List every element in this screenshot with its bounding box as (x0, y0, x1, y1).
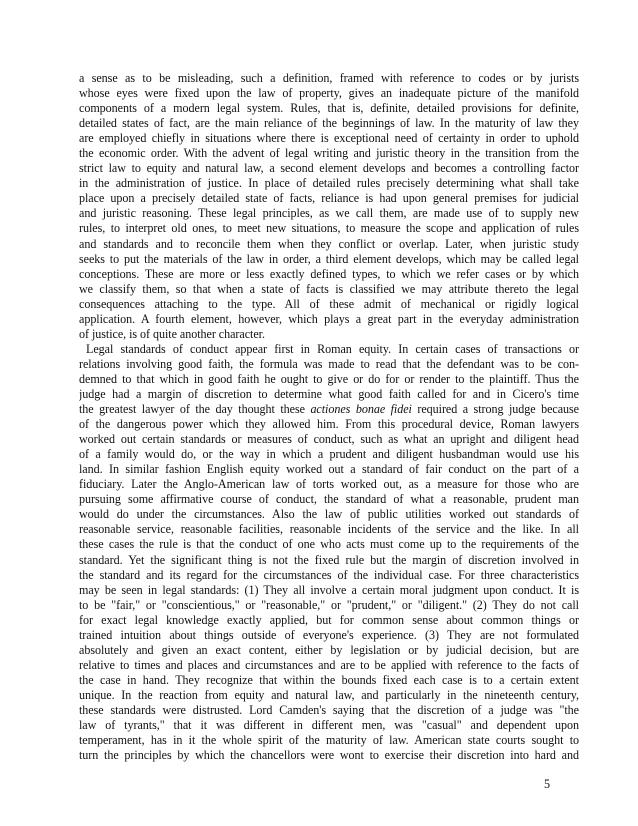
body-text (79, 71, 579, 763)
text-run: place upon a precisely detailed state of facts, reliance is had upon general premises for judicial (79, 191, 579, 206)
text-run: reasonable service, reasonable facilities, reasonable incidents of the service and the like. In all (79, 522, 579, 537)
text-line (79, 643, 579, 658)
text-run: the economic order. With the advent of legal writing and juristic theory in the transition from the (79, 146, 579, 161)
text-run: seeks to put the materials of the law in order, a third element develops, which may be called legal (79, 251, 579, 266)
text-line (79, 613, 579, 628)
text-line (79, 101, 579, 116)
text-run: turn the principles by which the chancellors were wont to exercise their discretion into hard and (79, 748, 579, 763)
text-line (79, 402, 579, 417)
text-run: these standards were distrusted. Lord Camden's saying that the discretion of a judge was "the (79, 702, 579, 717)
text-run: consequences attaching to the type. All of these admit of mechanical or rigidly logical (79, 296, 579, 311)
text-line (79, 176, 579, 191)
text-run: standard. Yet the significant thing is not the fixed rule but the margin of discretion involved in (79, 552, 579, 567)
text-run: relative to times and places and circumstances and are to be applied with reference to the facts of (79, 657, 579, 672)
text-line (79, 553, 579, 568)
text-run: fiduciary. Later the Anglo-American law of torts worked out, as a measure for those who are (79, 477, 579, 492)
text-line (79, 492, 579, 507)
text-line (79, 357, 579, 372)
text-run: the standard and its regard for the circumstances of the individual case. For three characteristics (79, 567, 579, 582)
text-run: would do under the circumstances. Also the law of public utilities worked out standards of (79, 507, 579, 522)
text-line (79, 161, 579, 176)
text-run: may be seen in legal standards: (1) They all involve a certain moral judgment upon conduct. It is (79, 582, 579, 597)
text-run: and standards and to reconcile them when they conflict or overlap. Later, when juristic study (79, 236, 579, 251)
text-line (79, 116, 579, 131)
text-run: detailed states of fact, are the main reliance of the beginnings of law. In the maturity of law they (79, 116, 579, 131)
text-run: demned to that which in good faith he ought to give or do for or render to the plaintiff. Thus the (79, 371, 579, 386)
text-run: absolutely and given an exact content, either by legislation or by judicial decision, but are (79, 642, 579, 657)
text-line (79, 191, 579, 206)
text-run: strict law to equity and natural law, a second element develops and becomes a controlling factor (79, 161, 579, 176)
text-line (79, 327, 579, 342)
text-line (79, 71, 579, 86)
text-line (79, 462, 579, 477)
text-run: unique. In the reaction from equity and natural law, and particularly in the nineteenth century, (79, 687, 579, 702)
page-number: 5 (544, 777, 551, 791)
text-run: worked out certain standards or measures of conduct, such as what an upright and diligent head (79, 432, 579, 447)
text-line (79, 342, 579, 357)
text-line (79, 703, 579, 718)
text-line (79, 718, 579, 733)
text-line (79, 387, 579, 402)
text-run: of the dangerous power which they allowed him. From this procedural device, Roman lawyers (79, 417, 579, 432)
text-line (79, 673, 579, 688)
text-run: judge had a margin of discretion to determine what good faith called for and in Cicero's time (79, 386, 579, 401)
text-run: for exact legal knowledge exactly applied, but for common sense about common things or (79, 612, 579, 627)
text-run: the case in hand. They recognize that within the bounds fixed each case is to a certain extent (79, 672, 579, 687)
text-run: Legal standards of conduct appear first in Roman equity. In certain cases of transactions or (86, 341, 579, 356)
text-run: rules, to interpret old ones, to meet new situations, to measure the scope and application of rules (79, 221, 579, 236)
text-run: components of a modern legal system. Rules, that is, definite, detailed provisions for definite, (79, 101, 579, 116)
text-line (79, 688, 579, 703)
text-run: land. In similar fashion English equity worked out a standard of fair conduct on the part of a (79, 462, 579, 477)
text-run: in the administration of justice. In place of detailed rules precisely determining what shall take (79, 176, 579, 191)
text-line (79, 206, 579, 221)
text-line (79, 297, 579, 312)
text-line (79, 507, 579, 522)
text-line (79, 372, 579, 387)
text-run: application. A fourth element, however, which plays a great part in the everyday administration (79, 311, 579, 326)
text-run: the greatest lawyer of the day thought these (79, 402, 311, 417)
text-run: a sense as to be misleading, such a definition, framed with reference to codes or by jurists (79, 71, 579, 85)
text-line (79, 598, 579, 613)
text-run: required a strong judge because (411, 402, 579, 417)
text-run: to be "fair," or "conscientious," or "reasonable," or "prudent," or "diligent." (2) They do not call (79, 597, 579, 612)
italic-text: actiones bonae fidei (310, 402, 412, 417)
text-line (79, 748, 579, 763)
text-line (79, 537, 579, 552)
text-line (79, 221, 579, 236)
text-run: temperament, has in it the whole spirit of the maturity of law. American state courts sought to (79, 733, 579, 748)
text-line (79, 432, 579, 447)
text-line (79, 568, 579, 583)
text-run: conceptions. These are more or less exactly defined types, to which we refer cases or by which (79, 266, 579, 281)
text-run: pursuing some affirmative course of conduct, the standard of what a reasonable, prudent man (79, 492, 579, 507)
text-line (79, 282, 579, 297)
text-line (79, 522, 579, 537)
text-line (79, 628, 579, 643)
text-run: whose eyes were fixed upon the law of property, gives an inadequate picture of the manifold (79, 86, 579, 101)
text-line (79, 417, 579, 432)
text-line (79, 86, 579, 101)
text-line (79, 733, 579, 748)
text-line (79, 477, 579, 492)
text-run: we classify them, so that when a state of facts is classified we may attribute thereto the legal (79, 281, 579, 296)
text-line (79, 237, 579, 252)
text-line (79, 658, 579, 673)
text-line (79, 131, 579, 146)
text-run: of a family would do, or the way in which a prudent and diligent husbandman would use his (79, 447, 579, 462)
text-run: trained intuition about things outside of everyone's experience. (3) They are not formulated (79, 627, 579, 642)
text-run: and juristic reasoning. These legal principles, as we call them, are made use of to supply new (79, 206, 579, 221)
text-line (79, 146, 579, 161)
text-line (79, 312, 579, 327)
text-line (79, 267, 579, 282)
text-line (79, 447, 579, 462)
text-run: of justice, is of quite another character. (79, 326, 265, 341)
text-run: law of tyrants," that it was different in different men, was "casual" and dependent upon (79, 718, 579, 733)
text-line (79, 583, 579, 598)
text-line (79, 252, 579, 267)
text-run: relations involving good faith, the formula was made to read that the defendant was to be con- (79, 356, 579, 371)
text-run: are employed chiefly in situations where there is exceptional need of certainty in order to uphold (79, 131, 579, 146)
text-run: these cases the rule is that the conduct of one who acts must come up to the requirements of the (79, 537, 579, 552)
